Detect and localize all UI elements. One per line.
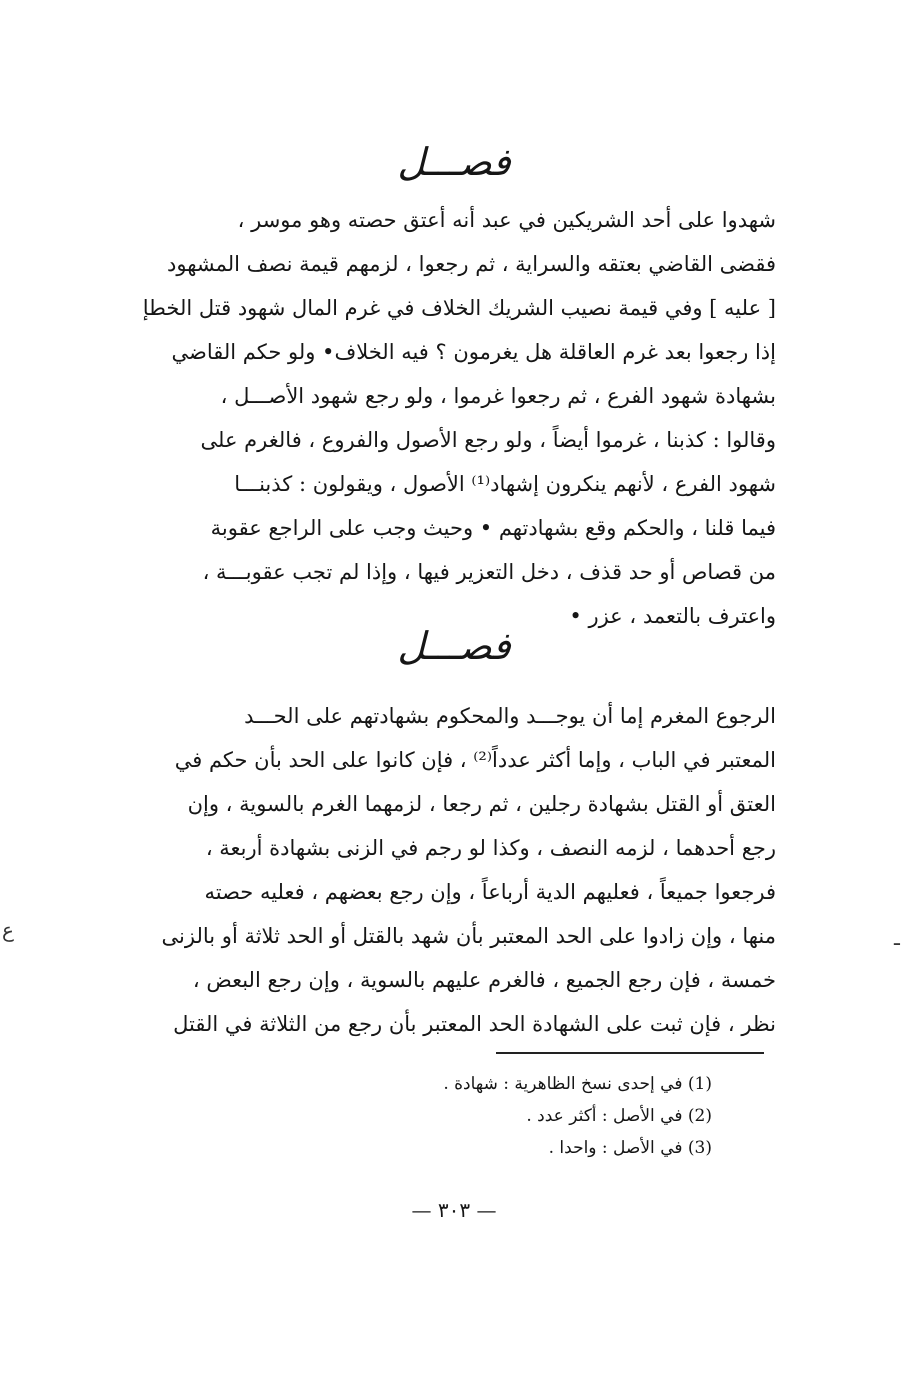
text-line: الرجوع المغرم إما أن يوجـــد والمحكوم بشهادتهم على الحـــد	[244, 704, 776, 728]
margin-mark-right: ـ	[894, 926, 900, 950]
text-line: شهود الفرع ، لأنهم ينكرون إشهاد⁽¹⁾ الأصول ، ويقولون : كذبنـــا	[234, 472, 776, 496]
text-line: فرجعوا جميعاً ، فعليهم الدية أرباعاً ، وإن رجع بعضهم ، فعليه حصته	[204, 880, 776, 904]
text-line: المعتبر في الباب ، وإما أكثر عدداً⁽²⁾ ، فإن كانوا على الحد بأن حكم في	[174, 748, 776, 772]
section-heading-1: فصـــل	[397, 140, 511, 184]
footnotes	[320, 1068, 712, 1164]
text-line: وقالوا : كذبنا ، غرموا أيضاً ، ولو رجع الأصول والفروع ، فالغرم على	[200, 428, 776, 452]
text-line: واعترف بالتعمد ، عزر •	[569, 604, 776, 628]
text-line: إذا رجعوا بعد غرم العاقلة هل يغرمون ؟ فيه الخلاف• ولو حكم القاضي	[171, 340, 776, 364]
section-1-paragraph	[132, 198, 776, 638]
page-number: — ٣٠٣ —	[411, 1198, 497, 1222]
text-line: شهدوا على أحد الشريكين في عبد أنه أعتق حصته وهو موسر ،	[237, 208, 776, 232]
footnote: (2) في الأصل : أكثر عدد .	[526, 1106, 712, 1126]
text-line: [ عليه ] وفي قيمة نصيب الشريك الخلاف في غرم المال شهود قتل الخطإ	[142, 296, 776, 320]
margin-mark-left: ع	[2, 918, 14, 942]
text-line: من قصاص أو حد قذف ، دخل التعزير فيها ، وإذا لم تجب عقوبـــة ،	[202, 560, 776, 584]
text-line: منها ، وإن زادوا على الحد المعتبر بأن شهد بالقتل أو الحد ثلاثة أو بالزنى	[161, 924, 776, 948]
text-line: خمسة ، فإن رجع الجميع ، فالغرم عليهم بالسوية ، وإن رجع البعض ،	[192, 968, 776, 992]
footnote: (3) في الأصل : واحدا .	[548, 1138, 712, 1158]
footnote: (1) في إحدى نسخ الظاهرية : شهادة .	[443, 1074, 712, 1094]
text-line: نظر ، فإن ثبت على الشهادة الحد المعتبر بأن رجع من الثلاثة في القتل	[173, 1012, 776, 1036]
text-line: بشهادة شهود الفرع ، ثم رجعوا غرموا ، ولو رجع شهود الأصـــل ،	[220, 384, 776, 408]
text-line: العتق أو القتل بشهادة رجلين ، ثم رجعا ، لزمهما الغرم بالسوية ، وإن	[187, 792, 776, 816]
text-line: فيما قلنا ، والحكم وقع بشهادتهم • وحيث وجب على الراجع عقوبة	[210, 516, 776, 540]
text-line: فقضى القاضي بعتقه والسراية ، ثم رجعوا ، لزمهم قيمة نصف المشهود	[167, 252, 776, 276]
text-line: رجع أحدهما ، لزمه النصف ، وكذا لو رجم في الزنى بشهادة أربعة ،	[205, 836, 776, 860]
footnote-divider	[496, 1052, 764, 1054]
section-heading-2: فصـــل	[397, 624, 511, 668]
section-2-paragraph	[132, 694, 776, 1046]
